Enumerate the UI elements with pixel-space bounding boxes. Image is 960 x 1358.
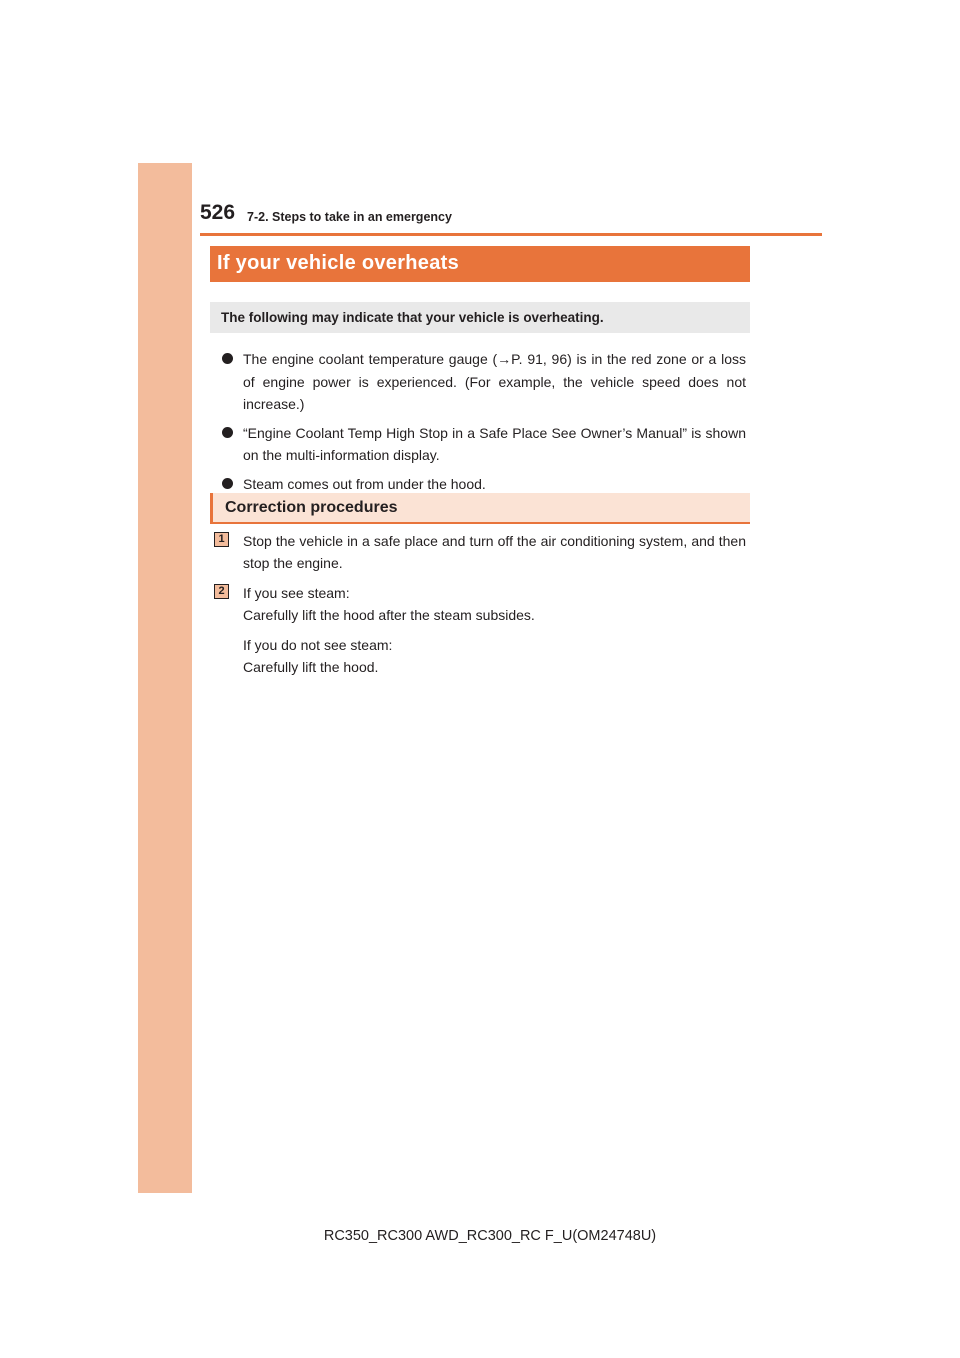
list-item-text: Steam comes out from under the hood. [243, 475, 486, 492]
symptom-list [220, 348, 746, 501]
list-item [220, 348, 746, 416]
step-number-badge: 2 [214, 584, 229, 599]
correction-heading: Correction procedures [210, 493, 750, 524]
bullet-icon [222, 353, 233, 364]
list-item-text: “Engine Coolant Temp High Stop in a Safe Place See Owner’s Manual” is shown on the multi-information display. [243, 424, 746, 463]
bullet-icon [222, 478, 233, 489]
list-item [220, 473, 746, 496]
step-text: If you do not see steam: [243, 637, 393, 653]
list-item [220, 422, 746, 467]
section-label: 7-2. Steps to take in an emergency [247, 210, 452, 224]
step-text: Carefully lift the hood after the steam subsides. [243, 607, 535, 623]
step-text: Carefully lift the hood. [243, 659, 379, 675]
step-text: Stop the vehicle in a safe place and turn off the air conditioning system, and then stop the engine. [243, 533, 746, 571]
intro-text: The following may indicate that your vehicle is overheating. [210, 302, 750, 333]
bullet-icon [222, 427, 233, 438]
step-2 [210, 582, 746, 678]
header-rule [200, 233, 822, 236]
page-title: If your vehicle overheats [210, 246, 750, 282]
correction-steps [210, 530, 746, 686]
page-number: 526 [200, 201, 236, 224]
page-header [200, 198, 822, 238]
step-1 [210, 530, 746, 574]
step-text: If you see steam: [243, 585, 350, 601]
chapter-side-tab [138, 163, 192, 1193]
step-number-badge: 1 [214, 532, 229, 547]
page-footer: RC350_RC300 AWD_RC300_RC F_U(OM24748U) [323, 1228, 657, 1244]
list-item-text: The engine coolant temperature gauge (→P. 91, 96) is in the red zone or a loss of engine power is experienced. (For example, the vehicle speed does not increase.) [243, 351, 746, 412]
